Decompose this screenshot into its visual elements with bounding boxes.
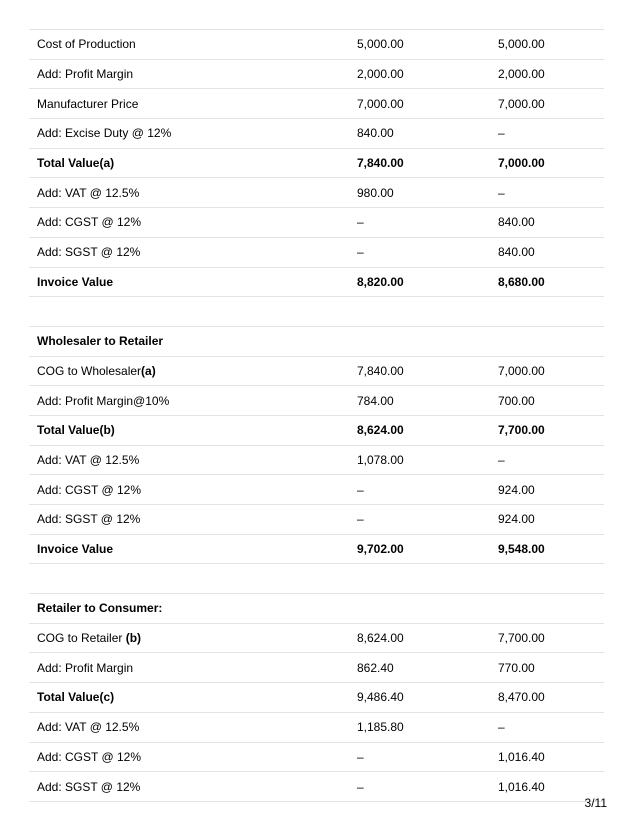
value-cell-second: 924.00 (490, 505, 604, 535)
row-label-cell (29, 237, 349, 267)
row-label: Add: Profit Margin (37, 660, 134, 675)
table-row (29, 623, 604, 653)
table-row (29, 772, 604, 802)
row-label-cell (29, 356, 349, 386)
row-label-cell (29, 208, 349, 238)
row-label-cell (29, 772, 349, 802)
row-label-cell (29, 297, 349, 327)
row-label: Add: SGST @ 12% (37, 245, 141, 260)
value-cell-first (349, 594, 490, 624)
row-label-cell (29, 742, 349, 772)
value-cell-second: – (490, 445, 604, 475)
value-cell-second: 840.00 (490, 208, 604, 238)
value-cell-first: – (349, 505, 490, 535)
row-label: Add: Profit Margin@10% (37, 393, 170, 408)
row-label: Total Value(a) (37, 156, 115, 171)
value-cell-first: 7,840.00 (349, 356, 490, 386)
row-label: Wholesaler to Retailer (37, 334, 164, 349)
row-label-cell (29, 445, 349, 475)
tax-comparison-table (29, 29, 604, 802)
row-label-cell (29, 30, 349, 60)
value-cell-first: 7,840.00 (349, 148, 490, 178)
row-label-cell (29, 89, 349, 119)
value-cell-second: 7,000.00 (490, 89, 604, 119)
row-label: Manufacturer Price (37, 96, 139, 111)
row-label: Total Value(b) (37, 423, 115, 438)
table-row (29, 326, 604, 356)
table-row (29, 148, 604, 178)
value-cell-second: 7,000.00 (490, 148, 604, 178)
row-label-cell (29, 623, 349, 653)
value-cell-second: 840.00 (490, 237, 604, 267)
value-cell-second: 770.00 (490, 653, 604, 683)
table-row (29, 178, 604, 208)
table-row (29, 30, 604, 60)
row-label: Add: VAT @ 12.5% (37, 720, 140, 735)
value-cell-first: – (349, 772, 490, 802)
value-cell-second: 1,016.40 (490, 742, 604, 772)
value-cell-first: 8,624.00 (349, 415, 490, 445)
row-label-cell (29, 415, 349, 445)
row-label-cell (29, 119, 349, 149)
spacer-row (29, 297, 604, 327)
value-cell-second: 8,680.00 (490, 267, 604, 297)
value-cell-first: 5,000.00 (349, 30, 490, 60)
value-cell-first: – (349, 237, 490, 267)
table-body (29, 30, 604, 802)
value-cell-first: – (349, 742, 490, 772)
value-cell-second: – (490, 178, 604, 208)
value-cell-second (490, 326, 604, 356)
row-label: Add: Excise Duty @ 12% (37, 126, 172, 141)
value-cell-first: 1,078.00 (349, 445, 490, 475)
row-label: COG to Retailer (37, 631, 126, 646)
row-label: Cost of Production (37, 37, 136, 52)
table-row (29, 683, 604, 713)
page-number: 3/11 (584, 796, 607, 810)
table-row (29, 712, 604, 742)
row-label: Add: CGST @ 12% (37, 482, 142, 497)
table-row (29, 237, 604, 267)
value-cell-second: 5,000.00 (490, 30, 604, 60)
row-label-cell (29, 712, 349, 742)
spacer-row (29, 564, 604, 594)
value-cell-first: – (349, 475, 490, 505)
row-label: Add: CGST @ 12% (37, 215, 142, 230)
value-cell-second (490, 564, 604, 594)
value-cell-second: 7,000.00 (490, 356, 604, 386)
value-cell-first (349, 326, 490, 356)
value-cell-second: 8,470.00 (490, 683, 604, 713)
value-cell-first: – (349, 208, 490, 238)
value-cell-second (490, 594, 604, 624)
value-cell-second: 7,700.00 (490, 623, 604, 653)
row-label: Add: CGST @ 12% (37, 749, 142, 764)
row-label-cell (29, 59, 349, 89)
row-label-cell (29, 505, 349, 535)
value-cell-first: 7,000.00 (349, 89, 490, 119)
row-label-cell (29, 475, 349, 505)
value-cell-first: 8,624.00 (349, 623, 490, 653)
table-row (29, 505, 604, 535)
value-cell-first: 2,000.00 (349, 59, 490, 89)
value-cell-second: – (490, 119, 604, 149)
data-table (29, 29, 604, 802)
table-row (29, 119, 604, 149)
row-label: Invoice Value (37, 274, 114, 289)
row-label: Add: Profit Margin (37, 67, 134, 82)
table-row (29, 534, 604, 564)
table-row (29, 59, 604, 89)
value-cell-first: 840.00 (349, 119, 490, 149)
row-label: Add: VAT @ 12.5% (37, 452, 140, 467)
row-label-reference: (a) (141, 363, 156, 378)
value-cell-first: 784.00 (349, 386, 490, 416)
row-label: Add: SGST @ 12% (37, 512, 141, 527)
value-cell-second: 700.00 (490, 386, 604, 416)
table-row (29, 475, 604, 505)
value-cell-first (349, 564, 490, 594)
table-row (29, 653, 604, 683)
table-row (29, 208, 604, 238)
value-cell-second: 9,548.00 (490, 534, 604, 564)
row-label-cell (29, 534, 349, 564)
table-row (29, 594, 604, 624)
row-label: Add: VAT @ 12.5% (37, 185, 140, 200)
table-row (29, 742, 604, 772)
table-row (29, 267, 604, 297)
row-label-cell (29, 683, 349, 713)
value-cell-first: 862.40 (349, 653, 490, 683)
value-cell-second: 2,000.00 (490, 59, 604, 89)
value-cell-second: 924.00 (490, 475, 604, 505)
value-cell-first (349, 297, 490, 327)
row-label-cell (29, 326, 349, 356)
row-label-reference: (b) (125, 631, 142, 646)
value-cell-first: 9,486.40 (349, 683, 490, 713)
value-cell-second: 7,700.00 (490, 415, 604, 445)
table-row (29, 89, 604, 119)
row-label-cell (29, 148, 349, 178)
row-label: Add: SGST @ 12% (37, 779, 141, 794)
value-cell-second: – (490, 712, 604, 742)
value-cell-first: 1,185.80 (349, 712, 490, 742)
table-row (29, 356, 604, 386)
value-cell-second: 1,016.40 (490, 772, 604, 802)
value-cell-second (490, 297, 604, 327)
row-label: Total Value(c) (37, 690, 115, 705)
row-label-cell (29, 178, 349, 208)
row-label-cell (29, 594, 349, 624)
row-label: Invoice Value (37, 542, 114, 557)
table-row (29, 386, 604, 416)
row-label-cell (29, 386, 349, 416)
row-label-cell (29, 267, 349, 297)
value-cell-first: 8,820.00 (349, 267, 490, 297)
value-cell-first: 9,702.00 (349, 534, 490, 564)
table-row (29, 445, 604, 475)
row-label: COG to Wholesaler (37, 363, 142, 378)
table-row (29, 415, 604, 445)
row-label-cell (29, 653, 349, 683)
row-label-cell (29, 564, 349, 594)
value-cell-first: 980.00 (349, 178, 490, 208)
row-label: Retailer to Consumer: (37, 601, 163, 616)
